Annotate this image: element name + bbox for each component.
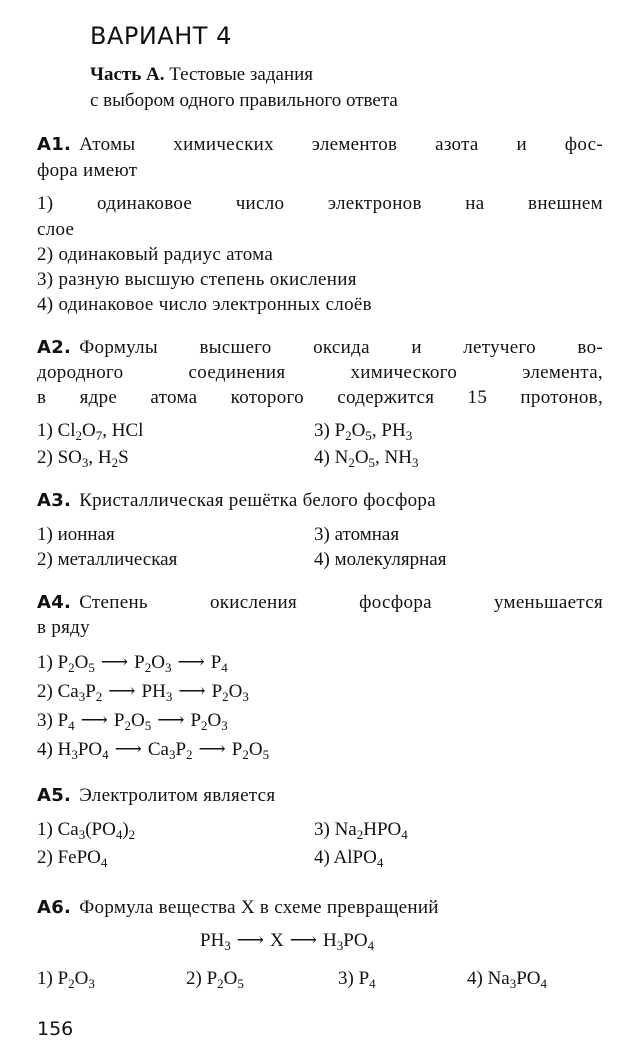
question-a6-option-1: 1) $P_2O_3$ <box>37 968 95 991</box>
question-a4-text: Степень окисления фосфора уменьшается <box>79 592 603 613</box>
question-a4-option-4: 4) $H_3PO_4$ ⟶ $Ca_3P_2$ ⟶ $P_2O_5$ <box>37 739 270 762</box>
question-a3-option-2: 2) металлическая <box>37 549 178 570</box>
question-a6-scheme: $PH_3$ ⟶ X ⟶ $H_3PO_4$ <box>200 930 375 953</box>
question-a1-option-1: 1) одинаковое число электронов на внешнем <box>37 193 603 214</box>
question-a6-option-4: 4) $Na_3PO_4$ <box>467 968 548 991</box>
question-a5-option-1: 1) $Ca_3(PO_4)_2$ <box>37 819 136 842</box>
question-a6-text: Формула вещества X в схеме превращений <box>79 897 439 918</box>
question-a6-option-2: 2) $P_2O_5$ <box>186 968 244 991</box>
question-a5-option-2: 2) FePO$_4$ <box>37 847 108 870</box>
question-a2-option-3: 3) $P_2O_5$, $PH_3$ <box>314 420 413 443</box>
question-a2-line2: дородного соединения химического элемента, <box>37 362 603 383</box>
question-a6-line1 <box>37 897 439 919</box>
question-a3-option-1: 1) ионная <box>37 524 115 545</box>
question-a3-option-3: 3) атомная <box>314 524 400 545</box>
question-a1-line1 <box>37 134 603 156</box>
question-a1-text: Атомы химических элементов азота и фос- <box>79 134 603 155</box>
question-a4-number: А4. <box>37 592 72 613</box>
part-title-line2: с выбором одного правильного ответа <box>90 90 398 111</box>
question-a1-option-2: 2) одинаковый радиус атома <box>37 244 274 265</box>
question-a1-option-4: 4) одинаковое число электронных слоёв <box>37 294 372 315</box>
question-a4-option-1: 1) $P_2O_5$ ⟶ $P_2O_3$ ⟶ $P_4$ <box>37 652 228 675</box>
part-title-bold: Часть А. <box>90 64 165 85</box>
question-a1-option-1-cont: слое <box>37 219 75 240</box>
question-a3-option-4: 4) молекулярная <box>314 549 447 570</box>
question-a2-text: Формулы высшего оксида и летучего во- <box>79 337 603 358</box>
question-a4-line1 <box>37 592 603 614</box>
question-a6-number: А6. <box>37 897 72 918</box>
question-a4-option-3: 3) $P_4$ ⟶ $P_2O_5$ ⟶ $P_2O_3$ <box>37 710 228 733</box>
question-a5-option-4: 4) AlPO$_4$ <box>314 847 384 870</box>
question-a3-line1 <box>37 490 436 512</box>
question-a5-line1 <box>37 785 275 807</box>
question-a5-text: Электролитом является <box>79 785 276 806</box>
question-a6-option-3: 3) $P_4$ <box>338 968 376 991</box>
question-a5-option-3: 3) $Na_2HPO_4$ <box>314 819 408 842</box>
question-a1-number: А1. <box>37 134 72 155</box>
variant-heading: ВАРИАНТ 4 <box>90 22 232 50</box>
question-a2-option-4: 4) $N_2O_5$, $NH_3$ <box>314 447 419 470</box>
question-a3-number: А3. <box>37 490 72 511</box>
question-a1-line2: фора имеют <box>37 160 138 181</box>
question-a5-number: А5. <box>37 785 72 806</box>
part-title <box>90 64 313 86</box>
question-a3-text: Кристаллическая решётка белого фосфора <box>79 490 436 511</box>
question-a4-line2: в ряду <box>37 617 90 638</box>
question-a1-option-3: 3) разную высшую степень окисления <box>37 269 357 290</box>
page-number: 156 <box>37 1018 74 1040</box>
question-a2-option-1: 1) $Cl_2O_7$, HCl <box>37 420 144 443</box>
question-a2-line1 <box>37 337 603 359</box>
part-title-rest: Тестовые задания <box>169 64 314 85</box>
question-a4-option-2: 2) $Ca_3P_2$ ⟶ $PH_3$ ⟶ $P_2O_3$ <box>37 681 249 704</box>
question-a2-number: А2. <box>37 337 72 358</box>
question-a2-line3: в ядре атома которого содержится 15 протонов, <box>37 387 603 408</box>
question-a2-option-2: 2) $SO_3$, $H_2S$ <box>37 447 129 470</box>
